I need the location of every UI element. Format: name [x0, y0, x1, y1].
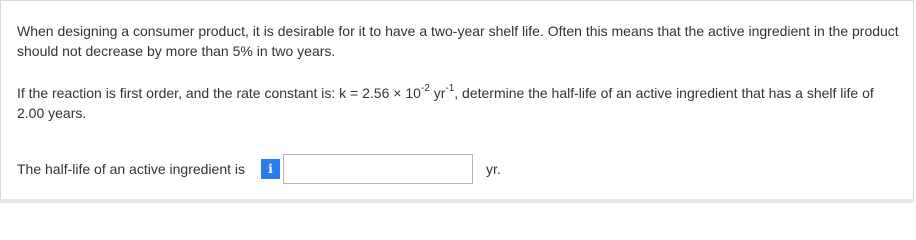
prompt-text-1: If the reaction is first order, and the rate constant is: k = 2.56 × 10	[17, 85, 421, 101]
answer-row	[17, 154, 501, 184]
exponent-2: -1	[445, 83, 455, 95]
answer-input[interactable]	[283, 154, 473, 184]
divider	[0, 199, 914, 203]
exponent-1: -2	[420, 83, 430, 95]
question-prompt	[17, 83, 902, 123]
question-intro: When designing a consumer product, it is desirable for it to have a two-year shelf life. Often this means that the active ingredient in the product should not decrease by more than 5% in two years.	[17, 23, 899, 59]
prompt-text-2: , determine the half-life of an active ingredient that has a shelf life of 2.00 years.	[17, 85, 874, 121]
info-icon[interactable]: i	[261, 159, 280, 179]
answer-label: The half-life of an active ingredient is	[17, 161, 246, 177]
answer-unit: yr.	[486, 161, 501, 177]
prompt-unit: yr	[429, 85, 446, 101]
